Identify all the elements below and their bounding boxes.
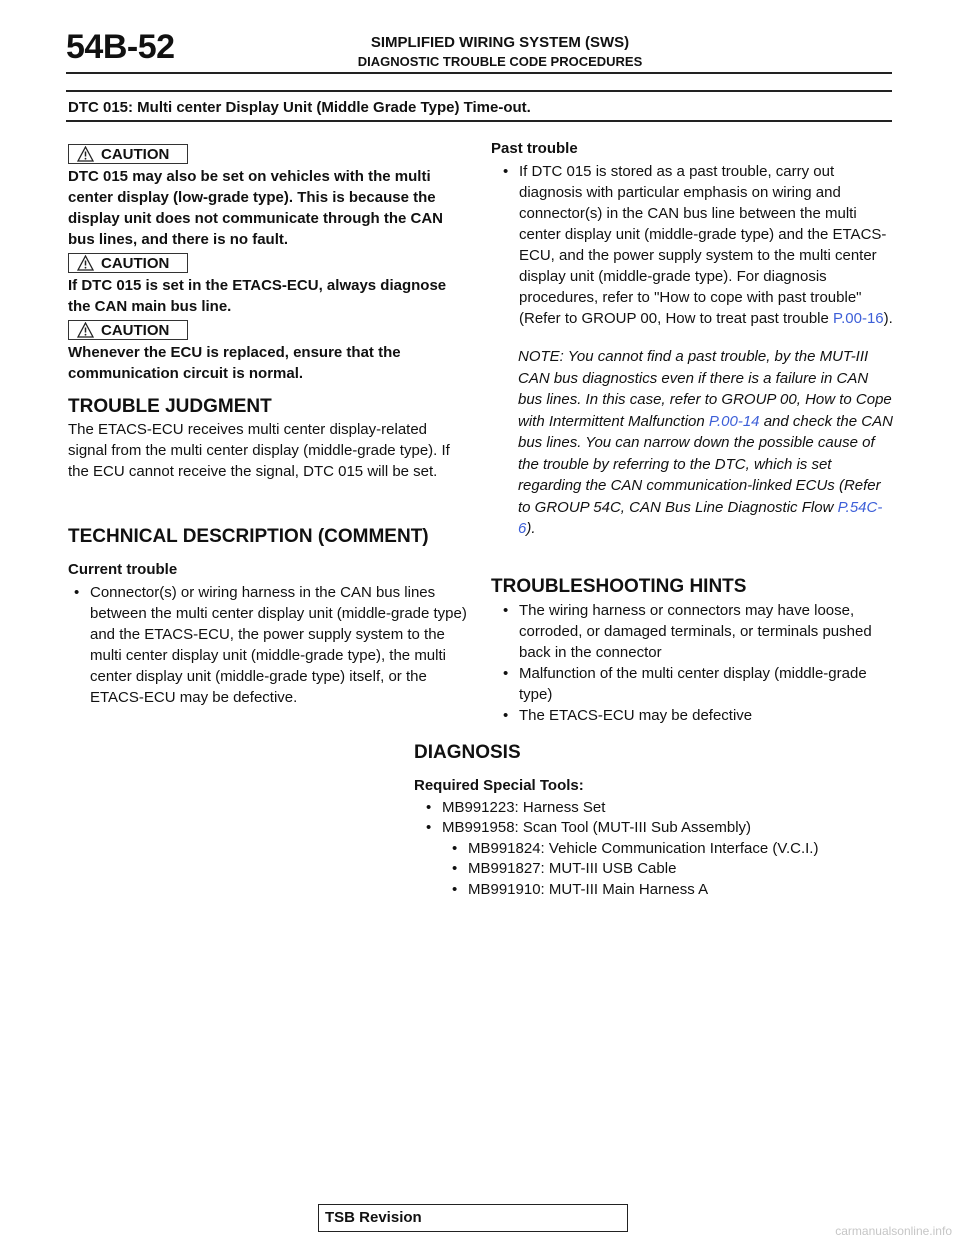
bullet-icon: • <box>426 819 432 836</box>
list-item: • Connector(s) or wiring harness in the CAN bus lines between the multi center display unit (middle-grade type) and the ETACS-ECU, the power supply system to the multi center display unit (middle-grade type), the multi center display unit (middle-grade type) itself, or the ETACS-ECU may be defective. <box>74 584 467 706</box>
title-top-divider <box>66 90 892 92</box>
section-subtitle: DIAGNOSTIC TROUBLE CODE PROCEDURES <box>357 54 643 69</box>
list-item: • MB991824: Vehicle Communication Interface (V.C.I.) <box>452 840 819 857</box>
header-divider <box>66 72 892 74</box>
list-item: • MB991223: Harness Set <box>426 799 606 816</box>
current-trouble-label: Current trouble <box>68 561 178 578</box>
caution-label: CAUTION <box>68 320 188 340</box>
list-item: • The wiring harness or connectors may have loose, corroded, or damaged terminals, or terminals pushed back in the connector <box>503 602 872 661</box>
page-link[interactable]: P.00-14 <box>708 412 760 430</box>
troubleshooting-hints-heading: TROUBLESHOOTING HINTS <box>491 576 747 597</box>
caution-text: Whenever the ECU is replaced, ensure that the communication circuit is normal. <box>68 344 401 382</box>
bullet-icon: • <box>503 163 509 180</box>
trouble-judgment-heading: TROUBLE JUDGMENT <box>68 396 272 417</box>
bullet-icon: • <box>452 860 458 877</box>
bullet-icon: • <box>503 665 509 682</box>
bullet-icon: • <box>452 840 458 857</box>
title-bottom-divider <box>66 120 892 122</box>
trouble-judgment-text: The ETACS-ECU receives multi center display-related signal from the multi center display (middle-grade type). If the ECU cannot receive the signal, DTC 015 will be set. <box>68 421 450 480</box>
warning-triangle-icon <box>77 322 94 338</box>
dtc-title: DTC 015: Multi center Display Unit (Middle Grade Type) Time-out. <box>68 99 531 116</box>
bullet-icon: • <box>452 881 458 898</box>
note-text: NOTE: You cannot find a past trouble, by the MUT-III CAN bus diagnostics even if there is a failure in CAN bus lines. In this case, refer to GROUP 00, How to Cope with Intermittent Malfunction P.00-14 and check the CAN bus lines. You can narrow down the possible cause of the trouble by referring to the DTC, which is set regarding the CAN communication-linked ECUs (Refer to GROUP 54C, CAN Bus Line Diagnostic Flow P.54C-6). <box>518 348 893 537</box>
list-item: • MB991958: Scan Tool (MUT-III Sub Assembly) <box>426 819 752 836</box>
page-link[interactable]: P.54C-6 <box>518 498 883 537</box>
warning-triangle-icon <box>77 255 94 271</box>
list-item: • MB991910: MUT-III Main Harness A <box>452 881 709 898</box>
diagnosis-heading: DIAGNOSIS <box>414 742 521 763</box>
section-title: SIMPLIFIED WIRING SYSTEM (SWS) <box>370 34 630 51</box>
page-number: 54B-52 <box>66 28 175 66</box>
tools-label: Required Special Tools: <box>414 777 584 794</box>
technical-description-heading: TECHNICAL DESCRIPTION (COMMENT) <box>68 526 429 547</box>
page-link[interactable]: P.00-16 <box>833 310 884 327</box>
list-item: • Malfunction of the multi center display (middle-grade type) <box>503 665 867 703</box>
bullet-icon: • <box>503 602 509 619</box>
warning-triangle-icon <box>77 146 94 162</box>
caution-label: CAUTION <box>68 253 188 273</box>
bullet-icon: • <box>426 799 432 816</box>
list-item: • MB991827: MUT-III USB Cable <box>452 860 677 877</box>
bullet-icon: • <box>503 707 509 724</box>
list-item: • The ETACS-ECU may be defective <box>503 707 753 724</box>
past-trouble-label: Past trouble <box>491 140 578 157</box>
caution-text: DTC 015 may also be set on vehicles with the multi center display (low-grade type). This is because the display unit does not communicate through the CAN bus lines, and there is no fault. <box>68 168 444 248</box>
caution-label: CAUTION <box>68 144 188 164</box>
list-item: • If DTC 015 is stored as a past trouble, carry out diagnosis with particular emphasis on wiring and connector(s) in the CAN bus line between the multi center display unit (middle-grade type) and the ETACS-ECU, and the power supply system to the multi center display unit (middle-grade type). For diagnosis procedures, refer to "How to cope with past trouble" (Refer to GROUP 00, How to treat past trouble P.00-16). <box>503 163 893 327</box>
caution-text: If DTC 015 is set in the ETACS-ECU, always diagnose the CAN main bus line. <box>68 277 447 315</box>
watermark: carmanualsonline.info <box>835 1224 952 1238</box>
bullet-icon: • <box>74 584 80 601</box>
tsb-revision-box: TSB Revision <box>318 1204 628 1232</box>
